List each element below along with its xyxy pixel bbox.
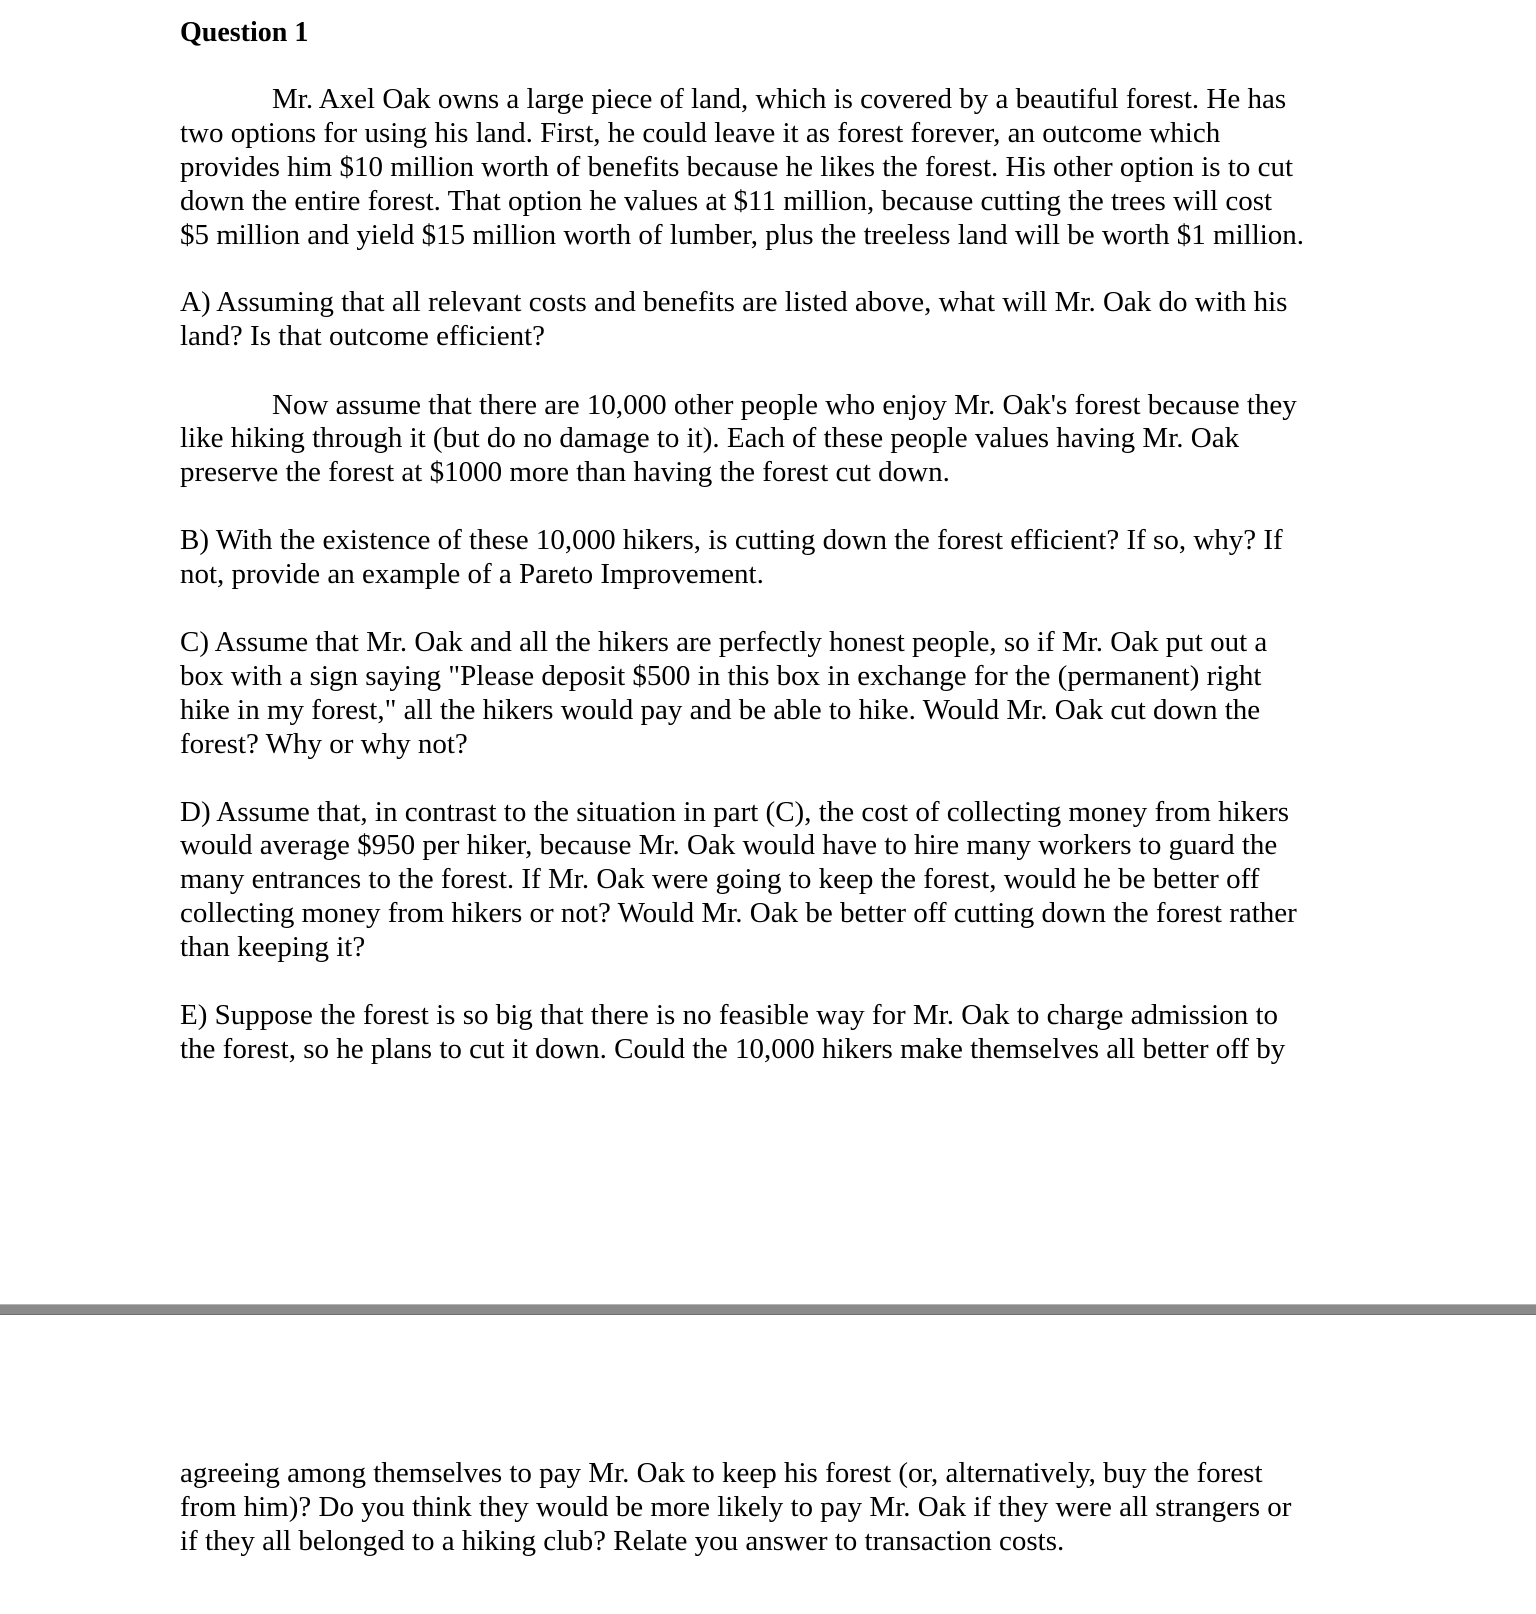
part-b-line-1: B) With the existence of these 10,000 hikers, is cutting down the forest efficient? If so, why? If	[180, 524, 1283, 556]
part-d-line-4: collecting money from hikers or not? Would Mr. Oak be better off cutting down the forest rather	[180, 897, 1297, 929]
page-break-bar	[0, 1304, 1536, 1315]
part-d-line-5: than keeping it?	[180, 931, 366, 963]
part-e-cont-line-3: if they all belonged to a hiking club? Relate you answer to transaction costs.	[180, 1525, 1065, 1557]
intro-line-4: down the entire forest. That option he values at $11 million, because cutting the trees will cost	[180, 185, 1273, 217]
part-c-line-1: C) Assume that Mr. Oak and all the hikers are perfectly honest people, so if Mr. Oak put out a	[180, 626, 1268, 658]
part-c-line-3: hike in my forest," all the hikers would pay and be able to hike. Would Mr. Oak cut down the	[180, 694, 1261, 726]
part-b-line-2: not, provide an example of a Pareto Improvement.	[180, 558, 764, 590]
hikers-line-3: preserve the forest at $1000 more than having the forest cut down.	[180, 456, 950, 488]
part-e-line-2: the forest, so he plans to cut it down. Could the 10,000 hikers make themselves all better off by	[180, 1033, 1286, 1065]
part-c-line-4: forest? Why or why not?	[180, 728, 468, 760]
hikers-line-1: Now assume that there are 10,000 other people who enjoy Mr. Oak's forest because they	[272, 389, 1297, 421]
question-title: Question 1	[180, 17, 309, 48]
part-e-line-1: E) Suppose the forest is so big that there is no feasible way for Mr. Oak to charge admission to	[180, 999, 1279, 1031]
part-d-line-1: D) Assume that, in contrast to the situation in part (C), the cost of collecting money from hikers	[180, 796, 1290, 828]
document-page-2	[0, 1318, 1536, 1614]
intro-line-5: $5 million and yield $15 million worth of lumber, plus the treeless land will be worth $1 million.	[180, 219, 1305, 251]
page-separator	[0, 1300, 1536, 1318]
intro-line-2: two options for using his land. First, he could leave it as forest forever, an outcome which	[180, 117, 1221, 149]
part-a-line-2: land? Is that outcome efficient?	[180, 320, 546, 352]
part-c-line-2: box with a sign saying "Please deposit $500 in this box in exchange for the (permanent) right	[180, 660, 1262, 692]
part-e-cont-line-1: agreeing among themselves to pay Mr. Oak to keep his forest (or, alternatively, buy the forest	[180, 1457, 1263, 1489]
intro-line-1: Mr. Axel Oak owns a large piece of land, which is covered by a beautiful forest. He has	[272, 83, 1287, 115]
part-d-line-2: would average $950 per hiker, because Mr. Oak would have to hire many workers to guard the	[180, 829, 1278, 861]
part-e-cont-line-2: from him)? Do you think they would be more likely to pay Mr. Oak if they were all strangers or	[180, 1491, 1292, 1523]
intro-line-3: provides him $10 million worth of benefits because he likes the forest. His other option is to cut	[180, 151, 1294, 183]
hikers-line-2: like hiking through it (but do no damage to it). Each of these people values having Mr. Oak	[180, 422, 1240, 454]
part-d-line-3: many entrances to the forest. If Mr. Oak were going to keep the forest, would he be better off	[180, 863, 1260, 895]
part-a-line-1: A) Assuming that all relevant costs and benefits are listed above, what will Mr. Oak do with his	[180, 286, 1288, 318]
